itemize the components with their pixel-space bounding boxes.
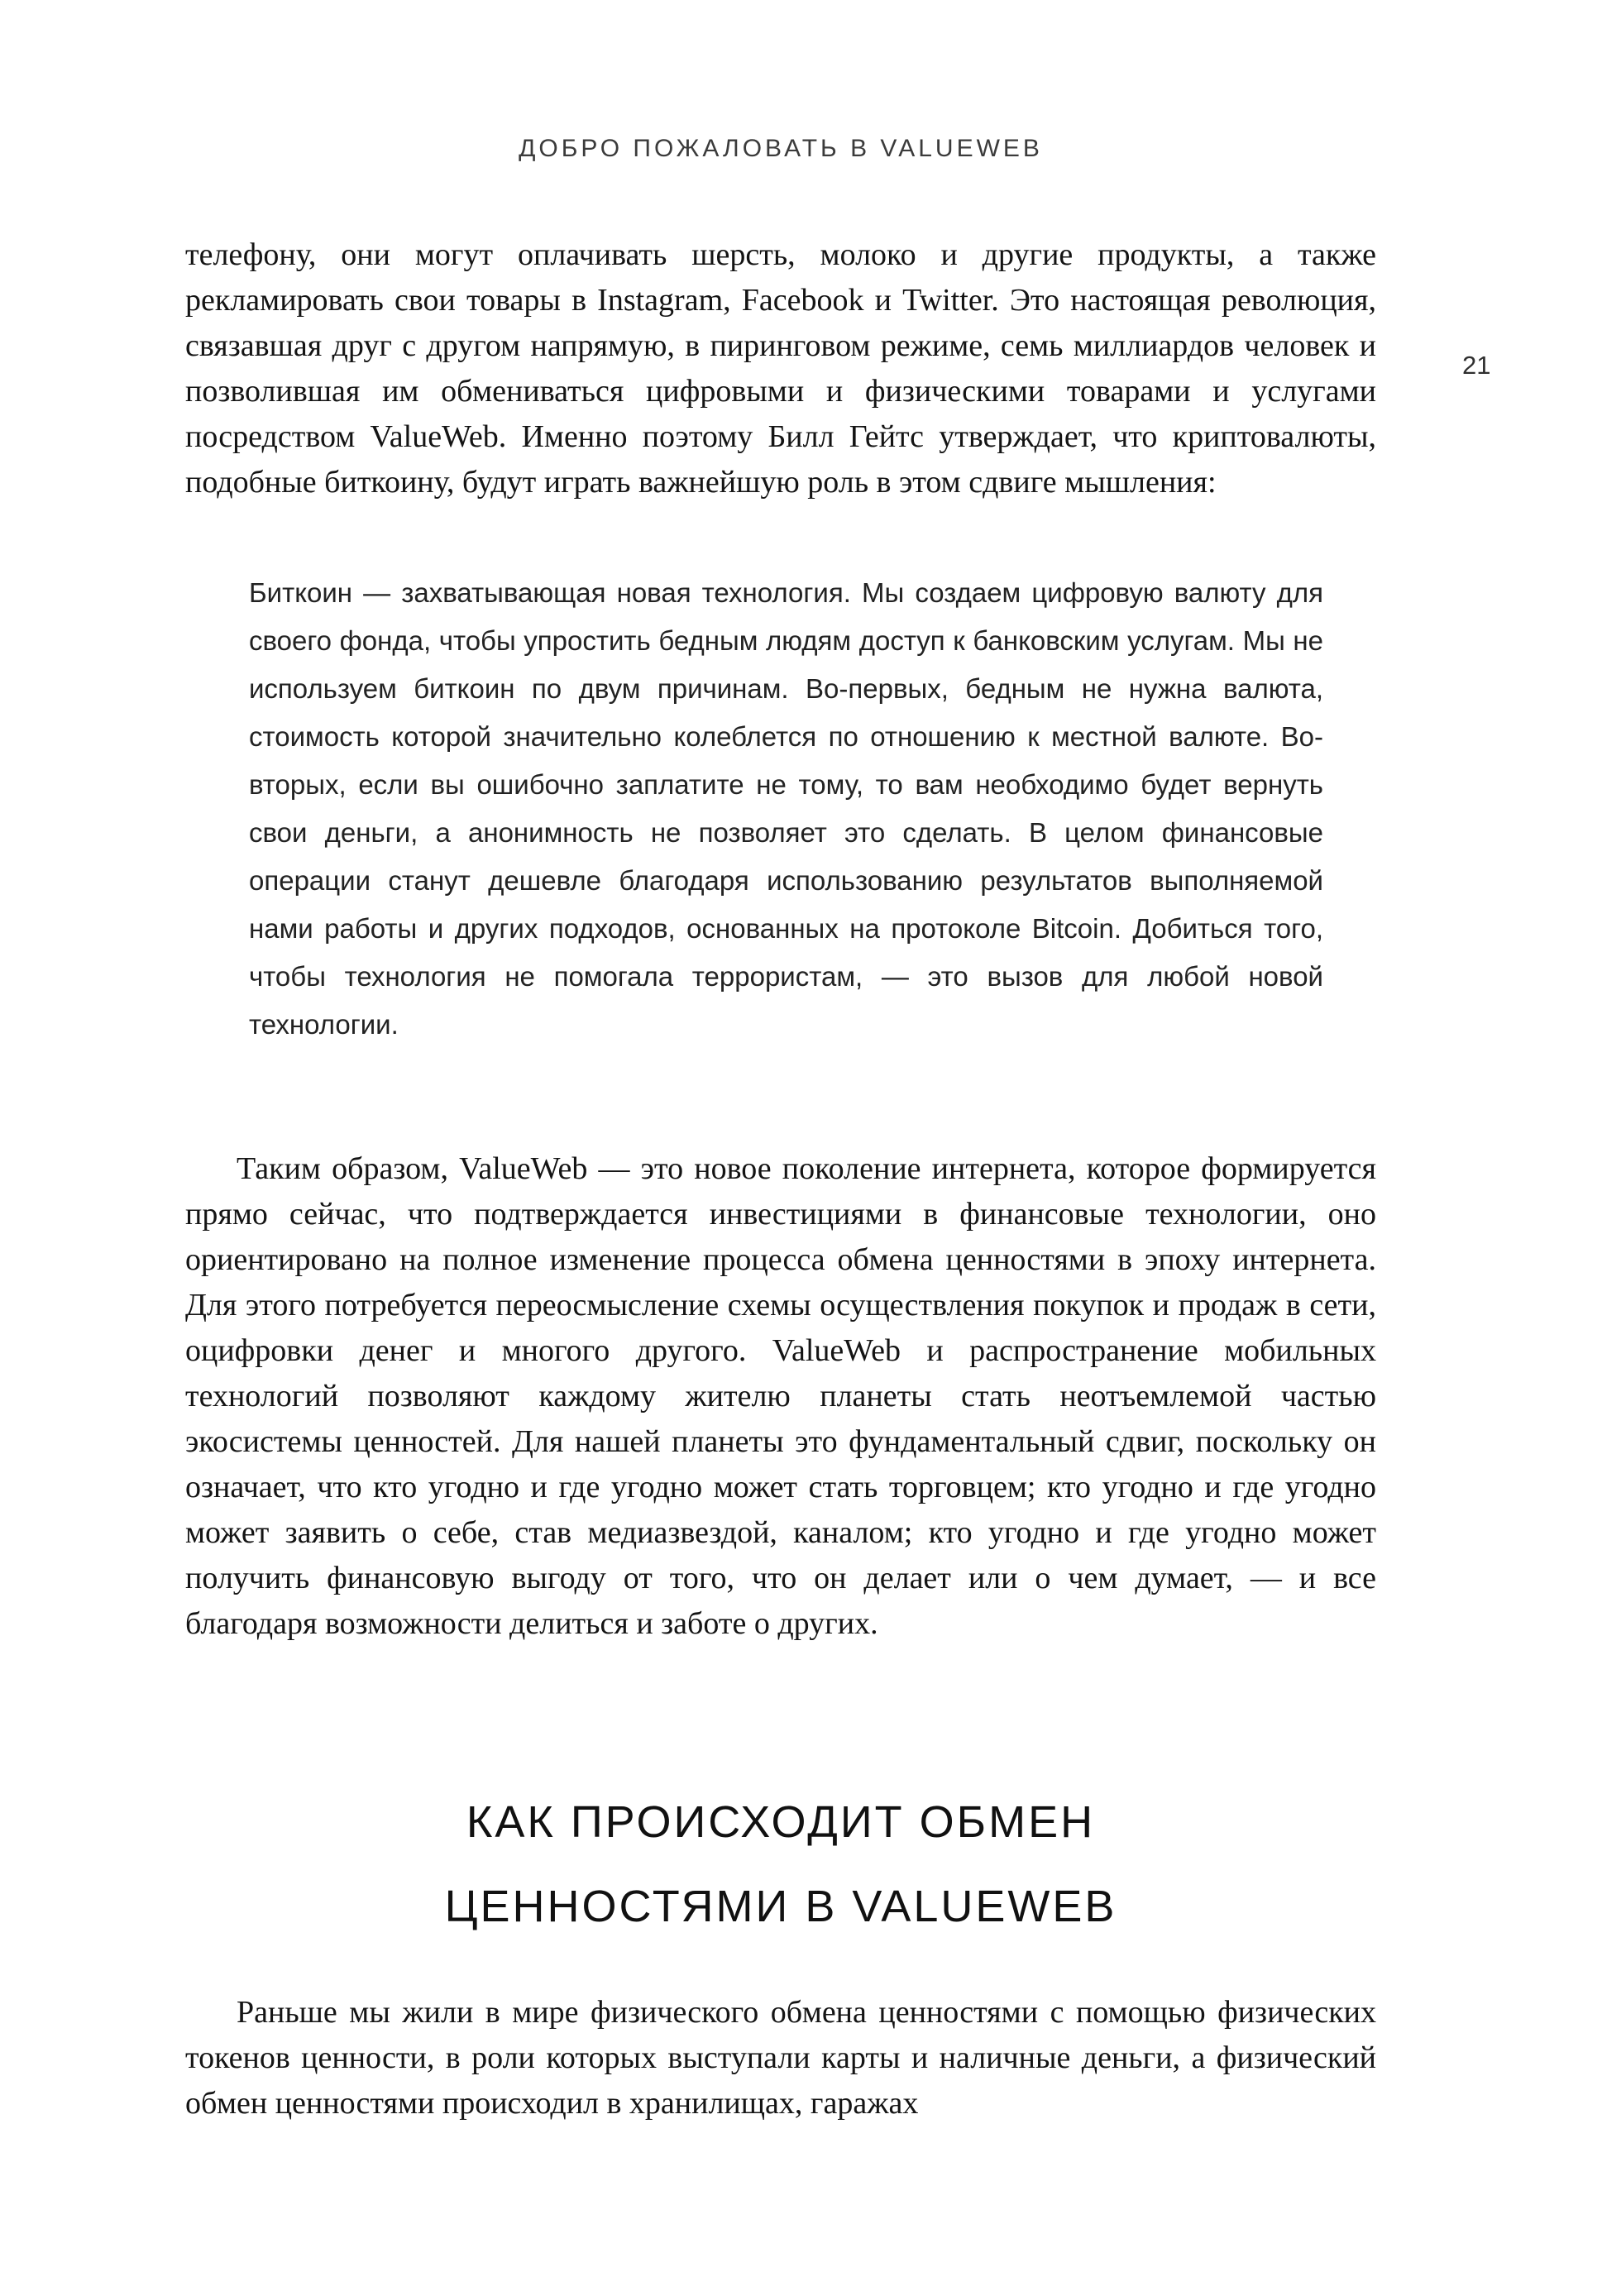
block-quote: Биткоин — захватывающая новая технология. Мы создаем цифровую валюту для своего фонда, чтобы упростить бедным людям доступ к банковским услугам. Мы не используем биткоин по двум причинам. Во-первых, бедным не нужна валюта, стоимость которой значительно колеблется по отношению к местной валюте. Во-вторых, если вы ошибочно заплатите не тому, то вам необходимо будет вернуть свои деньги, а анонимность не позволяет это сделать. В целом финансовые операции станут дешевле благодаря использованию результатов выполняемой нами работы и других подходов, основанных на протоколе Bitcoin. Добиться того, чтобы технология не помогала террористам, — это вызов для любой новой технологии.: [249, 577, 1323, 1040]
running-head: ДОБРО ПОЖАЛОВАТЬ В VALUEWEB: [519, 135, 1043, 162]
body-paragraph-3: Раньше мы жили в мире физического обмена ценностями с помощью физических токенов ценности, в роли которых выступали карты и наличные деньги, а физический обмен ценностями происходил в хранилищах, гаражах: [185, 1995, 1376, 2121]
page-number: 21: [1462, 351, 1491, 380]
section-heading-line-1: КАК ПРОИСХОДИТ ОБМЕН: [466, 1797, 1096, 1847]
section-heading: [185, 1780, 1376, 1949]
section-heading-line-2: ЦЕННОСТЯМИ В VALUEWEB: [444, 1882, 1117, 1931]
body-paragraph-2: Таким образом, ValueWeb — это новое поколение интернета, которое формируется прямо сейчас, что подтверждается инвестициями в финансовые технологии, оно ориентировано на полное изменение процесса обмена ценностями в эпоху интернета. Для этого потребуется переосмысление схемы осуществления покупок и продаж в сети, оцифровки денег и многого другого. ValueWeb и распространение мобильных технологий позволяют каждому жителю планеты стать неотъемлемой частью экосистемы ценностей. Для нашей планеты это фундаментальный сдвиг, поскольку он означает, что кто угодно и где угодно может стать торговцем; кто угодно и где угодно может заявить о себе, став медиазвездой, каналом; кто угодно и где угодно может получить финансовую выгоду от того, что он делает или о чем думает, — и все благодаря возможности делиться и заботе о других.: [185, 1151, 1376, 1641]
body-paragraph-1: телефону, они могут оплачивать шерсть, молоко и другие продукты, а также рекламировать свои товары в Instagram, Facebook и Twitter. Это настоящая революция, связавшая друг с другом напрямую, в пиринговом режиме, семь миллиардов человек и позволившая им обмениваться цифровыми и физическими товарами и услугами посредством ValueWeb. Именно поэтому Билл Гейтс утверждает, что криптовалюты, подобные биткоину, будут играть важнейшую роль в этом сдвиге мышления:: [185, 237, 1376, 500]
